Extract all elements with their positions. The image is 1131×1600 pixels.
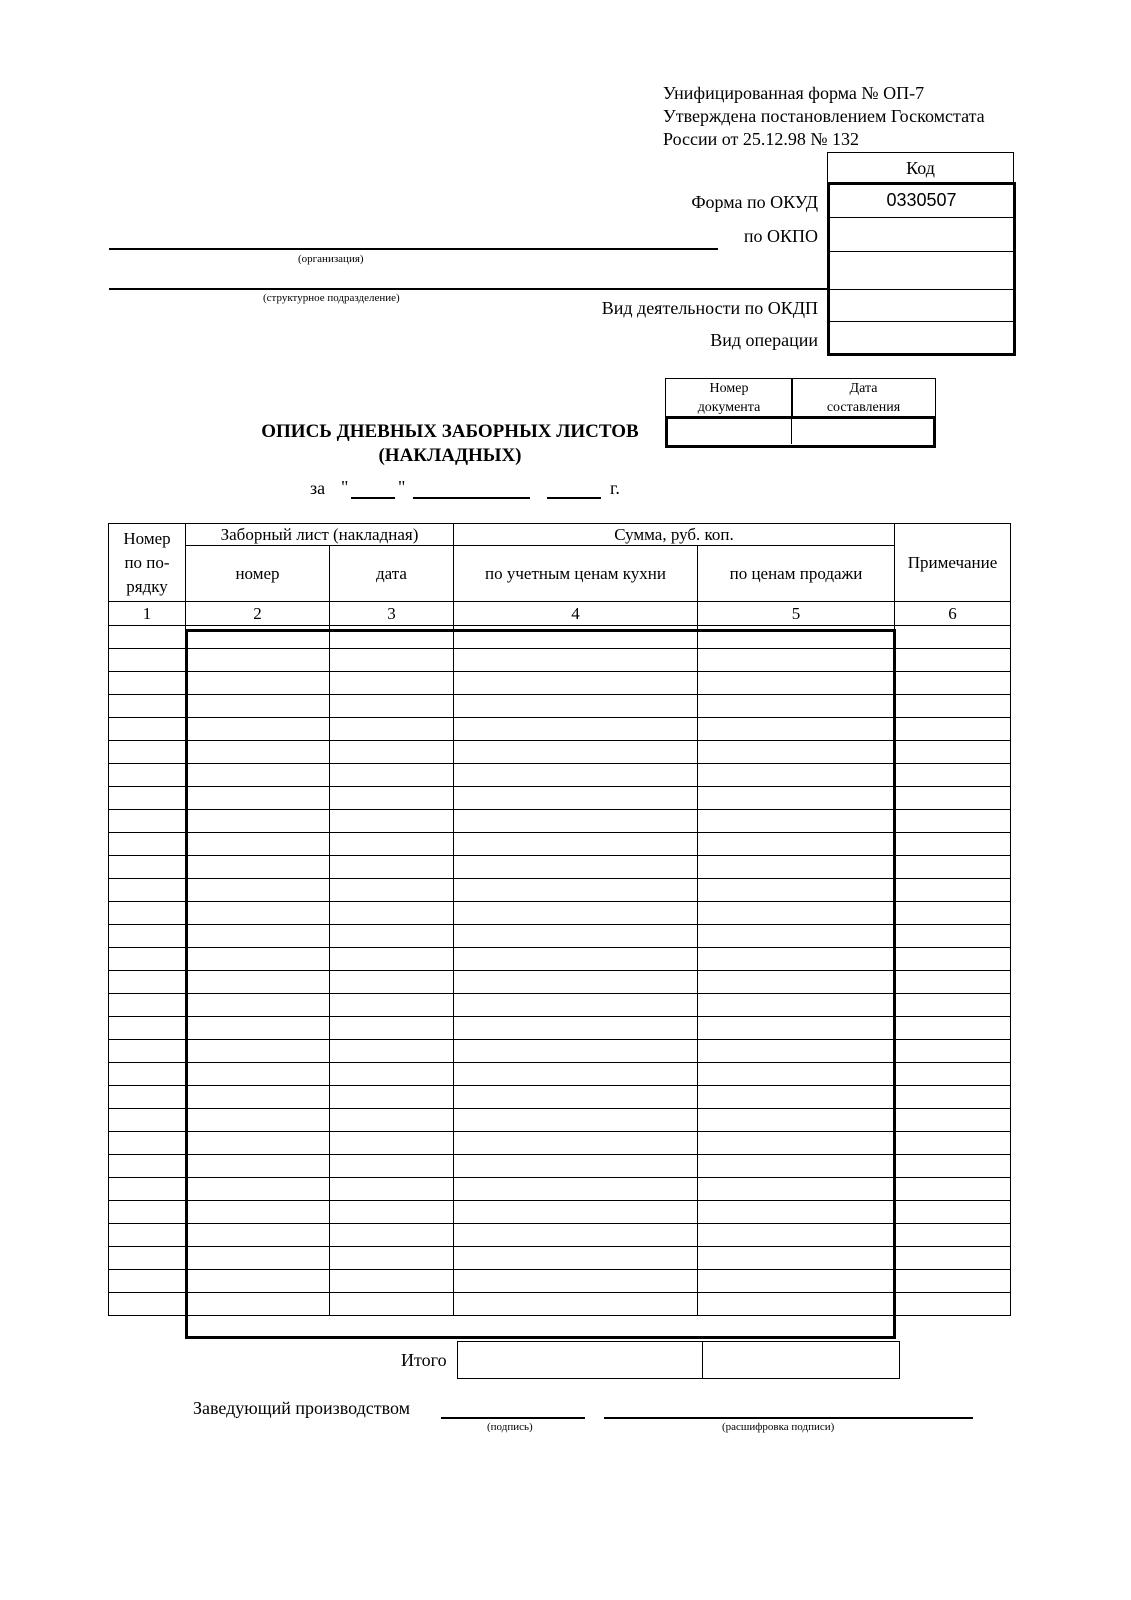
table-cell[interactable]	[698, 833, 895, 856]
table-cell[interactable]	[186, 994, 330, 1017]
table-cell[interactable]	[330, 1109, 454, 1132]
table-cell[interactable]	[330, 626, 454, 649]
table-cell[interactable]	[109, 695, 186, 718]
table-cell[interactable]	[109, 1063, 186, 1086]
table-cell[interactable]	[186, 856, 330, 879]
okpo-label: по ОКПО	[743, 226, 818, 246]
code-box	[827, 152, 1014, 354]
table-cell[interactable]	[698, 948, 895, 971]
table-cell[interactable]	[330, 1247, 454, 1270]
table-cell[interactable]	[454, 1224, 698, 1247]
table-cell[interactable]	[895, 1155, 1011, 1178]
table-cell[interactable]	[895, 833, 1011, 856]
table-cell[interactable]	[454, 626, 698, 649]
table-cell[interactable]	[186, 879, 330, 902]
table-cell[interactable]	[698, 1224, 895, 1247]
table-cell[interactable]	[895, 1293, 1011, 1316]
table-cell[interactable]	[109, 833, 186, 856]
table-cell[interactable]	[186, 833, 330, 856]
approval-date-line: России от 25.12.98 № 132	[663, 129, 860, 149]
table-cell[interactable]	[454, 718, 698, 741]
table-cell[interactable]	[698, 1132, 895, 1155]
table-cell[interactable]	[330, 833, 454, 856]
table-row	[109, 971, 1011, 994]
table-cell[interactable]	[698, 1086, 895, 1109]
doc-number-header: Номер документа	[665, 378, 793, 417]
signature-caption: (подпись)	[487, 1421, 533, 1433]
table-cell[interactable]	[186, 1293, 330, 1316]
table-cell[interactable]	[330, 1201, 454, 1224]
table-cell[interactable]	[186, 1017, 330, 1040]
header-sheet-date: дата	[330, 546, 454, 602]
organization-caption: (организация)	[298, 253, 364, 265]
quote-close: "	[398, 477, 406, 497]
total-kitchen-field[interactable]	[458, 1342, 701, 1378]
table-cell[interactable]	[186, 626, 330, 649]
table-cell[interactable]	[454, 1109, 698, 1132]
table-cell[interactable]	[109, 764, 186, 787]
table-row	[109, 764, 1011, 787]
okdp-label: Вид деятельности по ОКДП	[601, 298, 818, 318]
table-cell[interactable]	[454, 1063, 698, 1086]
table-cell[interactable]	[895, 1178, 1011, 1201]
table-cell[interactable]	[454, 741, 698, 764]
table-cell[interactable]	[698, 1109, 895, 1132]
table-cell[interactable]	[109, 879, 186, 902]
table-row	[109, 1132, 1011, 1155]
table-cell[interactable]	[330, 1178, 454, 1201]
table-cell[interactable]	[186, 1086, 330, 1109]
table-cell[interactable]	[454, 994, 698, 1017]
table-row	[109, 1086, 1011, 1109]
table-row	[109, 695, 1011, 718]
table-cell[interactable]	[454, 1293, 698, 1316]
table-cell[interactable]	[330, 1132, 454, 1155]
table-cell[interactable]	[454, 810, 698, 833]
table-cell[interactable]	[895, 948, 1011, 971]
year-suffix: г.	[610, 478, 620, 498]
period-day-field[interactable]	[351, 497, 395, 499]
form-number-line: Унифицированная форма № ОП-7	[663, 83, 925, 103]
table-cell[interactable]	[895, 994, 1011, 1017]
table-cell[interactable]	[186, 1040, 330, 1063]
extra-code-field[interactable]	[830, 251, 1013, 290]
table-cell[interactable]	[895, 718, 1011, 741]
table-cell[interactable]	[330, 925, 454, 948]
table-cell[interactable]	[895, 1270, 1011, 1293]
table-cell[interactable]	[698, 994, 895, 1017]
table-row	[109, 1155, 1011, 1178]
table-cell[interactable]	[186, 787, 330, 810]
code-cells	[827, 182, 1016, 356]
table-cell[interactable]	[109, 1201, 186, 1224]
table-row	[109, 856, 1011, 879]
table-cell[interactable]	[895, 810, 1011, 833]
table-cell[interactable]	[895, 1109, 1011, 1132]
table-cell[interactable]	[109, 718, 186, 741]
table-cell[interactable]	[109, 810, 186, 833]
document-title	[180, 420, 720, 468]
okud-label: Форма по ОКУД	[691, 192, 818, 212]
operation-code-field[interactable]	[830, 321, 1013, 354]
period-month-field[interactable]	[413, 497, 530, 499]
table-cell[interactable]	[186, 695, 330, 718]
table-cell[interactable]	[454, 764, 698, 787]
table-cell[interactable]	[454, 1270, 698, 1293]
table-cell[interactable]	[330, 672, 454, 695]
table-cell[interactable]	[698, 649, 895, 672]
table-cell[interactable]	[330, 1155, 454, 1178]
table-cell[interactable]	[109, 948, 186, 971]
table-cell[interactable]	[109, 672, 186, 695]
table-cell[interactable]	[698, 1017, 895, 1040]
table-row	[109, 1017, 1011, 1040]
table-cell[interactable]	[186, 925, 330, 948]
table-cell[interactable]	[698, 971, 895, 994]
table-cell[interactable]	[698, 1270, 895, 1293]
table-cell[interactable]	[698, 810, 895, 833]
table-cell[interactable]	[109, 1247, 186, 1270]
totals-label: Итого	[401, 1350, 447, 1370]
table-cell[interactable]	[895, 1247, 1011, 1270]
form-stamp	[663, 82, 1023, 151]
table-cell[interactable]	[330, 695, 454, 718]
table-cell[interactable]	[330, 1017, 454, 1040]
totals-row	[457, 1341, 900, 1379]
table-cell[interactable]	[454, 649, 698, 672]
table-cell[interactable]	[109, 1293, 186, 1316]
table-cell[interactable]	[330, 1293, 454, 1316]
table-cell[interactable]	[109, 971, 186, 994]
col-index-4: 4	[454, 602, 698, 626]
doc-date-header: Дата составления	[791, 378, 936, 417]
operation-label: Вид операции	[710, 330, 818, 350]
table-cell[interactable]	[895, 626, 1011, 649]
table-cell[interactable]	[698, 718, 895, 741]
header-kitchen-price: по учетным ценам кухни	[454, 546, 698, 602]
table-row	[109, 718, 1011, 741]
table-cell[interactable]	[109, 1109, 186, 1132]
header-row-number: Номер по по- рядку	[109, 524, 186, 602]
table-cell[interactable]	[330, 741, 454, 764]
table-cell[interactable]	[109, 1040, 186, 1063]
table-cell[interactable]	[186, 1155, 330, 1178]
table-row	[109, 1201, 1011, 1224]
table-row	[109, 994, 1011, 1017]
table-cell[interactable]	[109, 741, 186, 764]
table-cell[interactable]	[109, 925, 186, 948]
table-cell[interactable]	[454, 856, 698, 879]
code-header: Код	[827, 152, 1014, 183]
table-cell[interactable]	[330, 649, 454, 672]
table-cell[interactable]	[454, 902, 698, 925]
table-cell[interactable]	[895, 856, 1011, 879]
table-cell[interactable]	[186, 1224, 330, 1247]
table-cell[interactable]	[330, 810, 454, 833]
table-cell[interactable]	[698, 856, 895, 879]
registry-table	[108, 523, 1011, 1316]
table-cell[interactable]	[109, 994, 186, 1017]
col-index-3: 3	[330, 602, 454, 626]
table-cell[interactable]	[895, 649, 1011, 672]
table-cell[interactable]	[186, 902, 330, 925]
table-cell[interactable]	[186, 1201, 330, 1224]
table-cell[interactable]	[330, 879, 454, 902]
table-cell[interactable]	[454, 1178, 698, 1201]
signature-role: Заведующий производством	[193, 1398, 411, 1418]
table-cell[interactable]	[698, 1178, 895, 1201]
table-cell[interactable]	[698, 672, 895, 695]
table-cell[interactable]	[186, 1132, 330, 1155]
signature-field[interactable]	[441, 1417, 585, 1419]
table-cell[interactable]	[698, 695, 895, 718]
table-cell[interactable]	[109, 1224, 186, 1247]
title-line1: ОПИСЬ ДНЕВНЫХ ЗАБОРНЫХ ЛИСТОВ	[261, 421, 639, 442]
table-cell[interactable]	[454, 833, 698, 856]
table-row	[109, 902, 1011, 925]
col-index-6: 6	[895, 602, 1011, 626]
table-cell[interactable]	[330, 1086, 454, 1109]
table-cell[interactable]	[330, 902, 454, 925]
table-cell[interactable]	[186, 1270, 330, 1293]
table-cell[interactable]	[454, 925, 698, 948]
table-cell[interactable]	[330, 971, 454, 994]
table-cell[interactable]	[109, 1270, 186, 1293]
title-line2: (НАКЛАДНЫХ)	[378, 445, 522, 466]
okud-code-field[interactable]: 0330507	[886, 190, 957, 210]
table-cell[interactable]	[895, 971, 1011, 994]
header-sum-group: Сумма, руб. коп.	[454, 524, 895, 546]
header-sheet-number: номер	[186, 546, 330, 602]
table-cell[interactable]	[186, 810, 330, 833]
table-cell[interactable]	[454, 695, 698, 718]
table-cell[interactable]	[698, 1063, 895, 1086]
table-cell[interactable]	[330, 718, 454, 741]
table-cell[interactable]	[895, 695, 1011, 718]
table-cell[interactable]	[186, 672, 330, 695]
table-cell[interactable]	[895, 1063, 1011, 1086]
col-index-1: 1	[109, 602, 186, 626]
table-cell[interactable]	[895, 1132, 1011, 1155]
col-index-5: 5	[698, 602, 895, 626]
table-cell[interactable]	[454, 787, 698, 810]
table-cell[interactable]	[186, 741, 330, 764]
table-cell[interactable]	[109, 1132, 186, 1155]
table-cell[interactable]	[186, 718, 330, 741]
table-cell[interactable]	[109, 902, 186, 925]
table-cell[interactable]	[895, 879, 1011, 902]
table-row	[109, 879, 1011, 902]
period-year-field[interactable]	[547, 497, 601, 499]
table-cell[interactable]	[330, 994, 454, 1017]
table-cell[interactable]	[698, 1040, 895, 1063]
table-cell[interactable]	[895, 764, 1011, 787]
table-cell[interactable]	[698, 1247, 895, 1270]
table-cell[interactable]	[454, 1040, 698, 1063]
table-cell[interactable]	[109, 1017, 186, 1040]
approval-line: Утверждена постановлением Госкомстата	[663, 106, 985, 126]
table-row	[109, 787, 1011, 810]
table-cell[interactable]	[454, 1247, 698, 1270]
header-note: Примечание	[895, 524, 1011, 602]
table-row	[109, 925, 1011, 948]
table-cell[interactable]	[698, 879, 895, 902]
table-row	[109, 1109, 1011, 1132]
table-row	[109, 948, 1011, 971]
col-index-2: 2	[186, 602, 330, 626]
table-cell[interactable]	[109, 626, 186, 649]
table-row	[109, 1293, 1011, 1316]
table-cell[interactable]	[186, 1178, 330, 1201]
subdivision-line[interactable]	[109, 288, 827, 290]
table-cell[interactable]	[454, 879, 698, 902]
table-cell[interactable]	[186, 1247, 330, 1270]
table-cell[interactable]	[698, 764, 895, 787]
table-row	[109, 1178, 1011, 1201]
table-row	[109, 810, 1011, 833]
table-cell[interactable]	[186, 1063, 330, 1086]
table-row	[109, 626, 1011, 649]
table-row	[109, 672, 1011, 695]
table-cell[interactable]	[330, 856, 454, 879]
table-cell[interactable]	[330, 948, 454, 971]
table-row	[109, 1040, 1011, 1063]
table-cell[interactable]	[330, 764, 454, 787]
table-cell[interactable]	[186, 764, 330, 787]
table-cell[interactable]	[895, 1224, 1011, 1247]
quote-open: "	[341, 477, 349, 497]
table-row	[109, 1270, 1011, 1293]
okpo-code-field[interactable]	[830, 217, 1013, 250]
table-cell[interactable]	[454, 948, 698, 971]
table-cell[interactable]	[109, 1086, 186, 1109]
table-cell[interactable]	[454, 1155, 698, 1178]
doc-date-field[interactable]	[793, 419, 927, 445]
table-cell[interactable]	[186, 948, 330, 971]
table-cell[interactable]	[895, 672, 1011, 695]
table-cell[interactable]	[698, 787, 895, 810]
table-cell[interactable]	[698, 626, 895, 649]
table-cell[interactable]	[109, 787, 186, 810]
table-row	[109, 1063, 1011, 1086]
table-cell[interactable]	[330, 1270, 454, 1293]
signature-decode-field[interactable]	[604, 1417, 973, 1419]
table-cell[interactable]	[109, 649, 186, 672]
table-cell[interactable]	[454, 1201, 698, 1224]
table-cell[interactable]	[186, 1109, 330, 1132]
okdp-code-field[interactable]	[830, 289, 1013, 322]
table-cell[interactable]	[186, 971, 330, 994]
table-row	[109, 1247, 1011, 1270]
decode-caption: (расшифровка подписи)	[722, 1421, 835, 1433]
table-cell[interactable]	[698, 1201, 895, 1224]
table-cell[interactable]	[109, 1155, 186, 1178]
table-cell[interactable]	[895, 1201, 1011, 1224]
table-cell[interactable]	[330, 787, 454, 810]
table-cell[interactable]	[895, 1017, 1011, 1040]
total-sale-field[interactable]	[703, 1342, 899, 1378]
subdivision-caption: (структурное подразделение)	[263, 292, 400, 304]
table-cell[interactable]	[895, 741, 1011, 764]
table-cell[interactable]	[186, 649, 330, 672]
table-cell[interactable]	[109, 1178, 186, 1201]
table-cell[interactable]	[454, 971, 698, 994]
table-cell[interactable]	[698, 902, 895, 925]
table-cell[interactable]	[109, 856, 186, 879]
table-row	[109, 833, 1011, 856]
organization-line[interactable]	[109, 248, 718, 250]
table-cell[interactable]	[895, 902, 1011, 925]
table-cell[interactable]	[698, 1155, 895, 1178]
table-cell[interactable]	[330, 1224, 454, 1247]
table-row	[109, 649, 1011, 672]
period-prefix: за	[310, 478, 326, 498]
table-cell[interactable]	[698, 741, 895, 764]
table-row	[109, 1224, 1011, 1247]
table-cell[interactable]	[895, 1040, 1011, 1063]
table-cell[interactable]	[895, 925, 1011, 948]
table-cell[interactable]	[454, 672, 698, 695]
table-cell[interactable]	[698, 925, 895, 948]
table-cell[interactable]	[330, 1063, 454, 1086]
header-sheet-group: Заборный лист (накладная)	[186, 524, 454, 546]
table-row	[109, 741, 1011, 764]
table-cell[interactable]	[454, 1017, 698, 1040]
table-cell[interactable]	[454, 1132, 698, 1155]
table-cell[interactable]	[698, 1293, 895, 1316]
table-cell[interactable]	[454, 1086, 698, 1109]
table-cell[interactable]	[895, 1086, 1011, 1109]
table-cell[interactable]	[330, 1040, 454, 1063]
table-cell[interactable]	[895, 787, 1011, 810]
header-sale-price: по ценам продажи	[698, 546, 895, 602]
